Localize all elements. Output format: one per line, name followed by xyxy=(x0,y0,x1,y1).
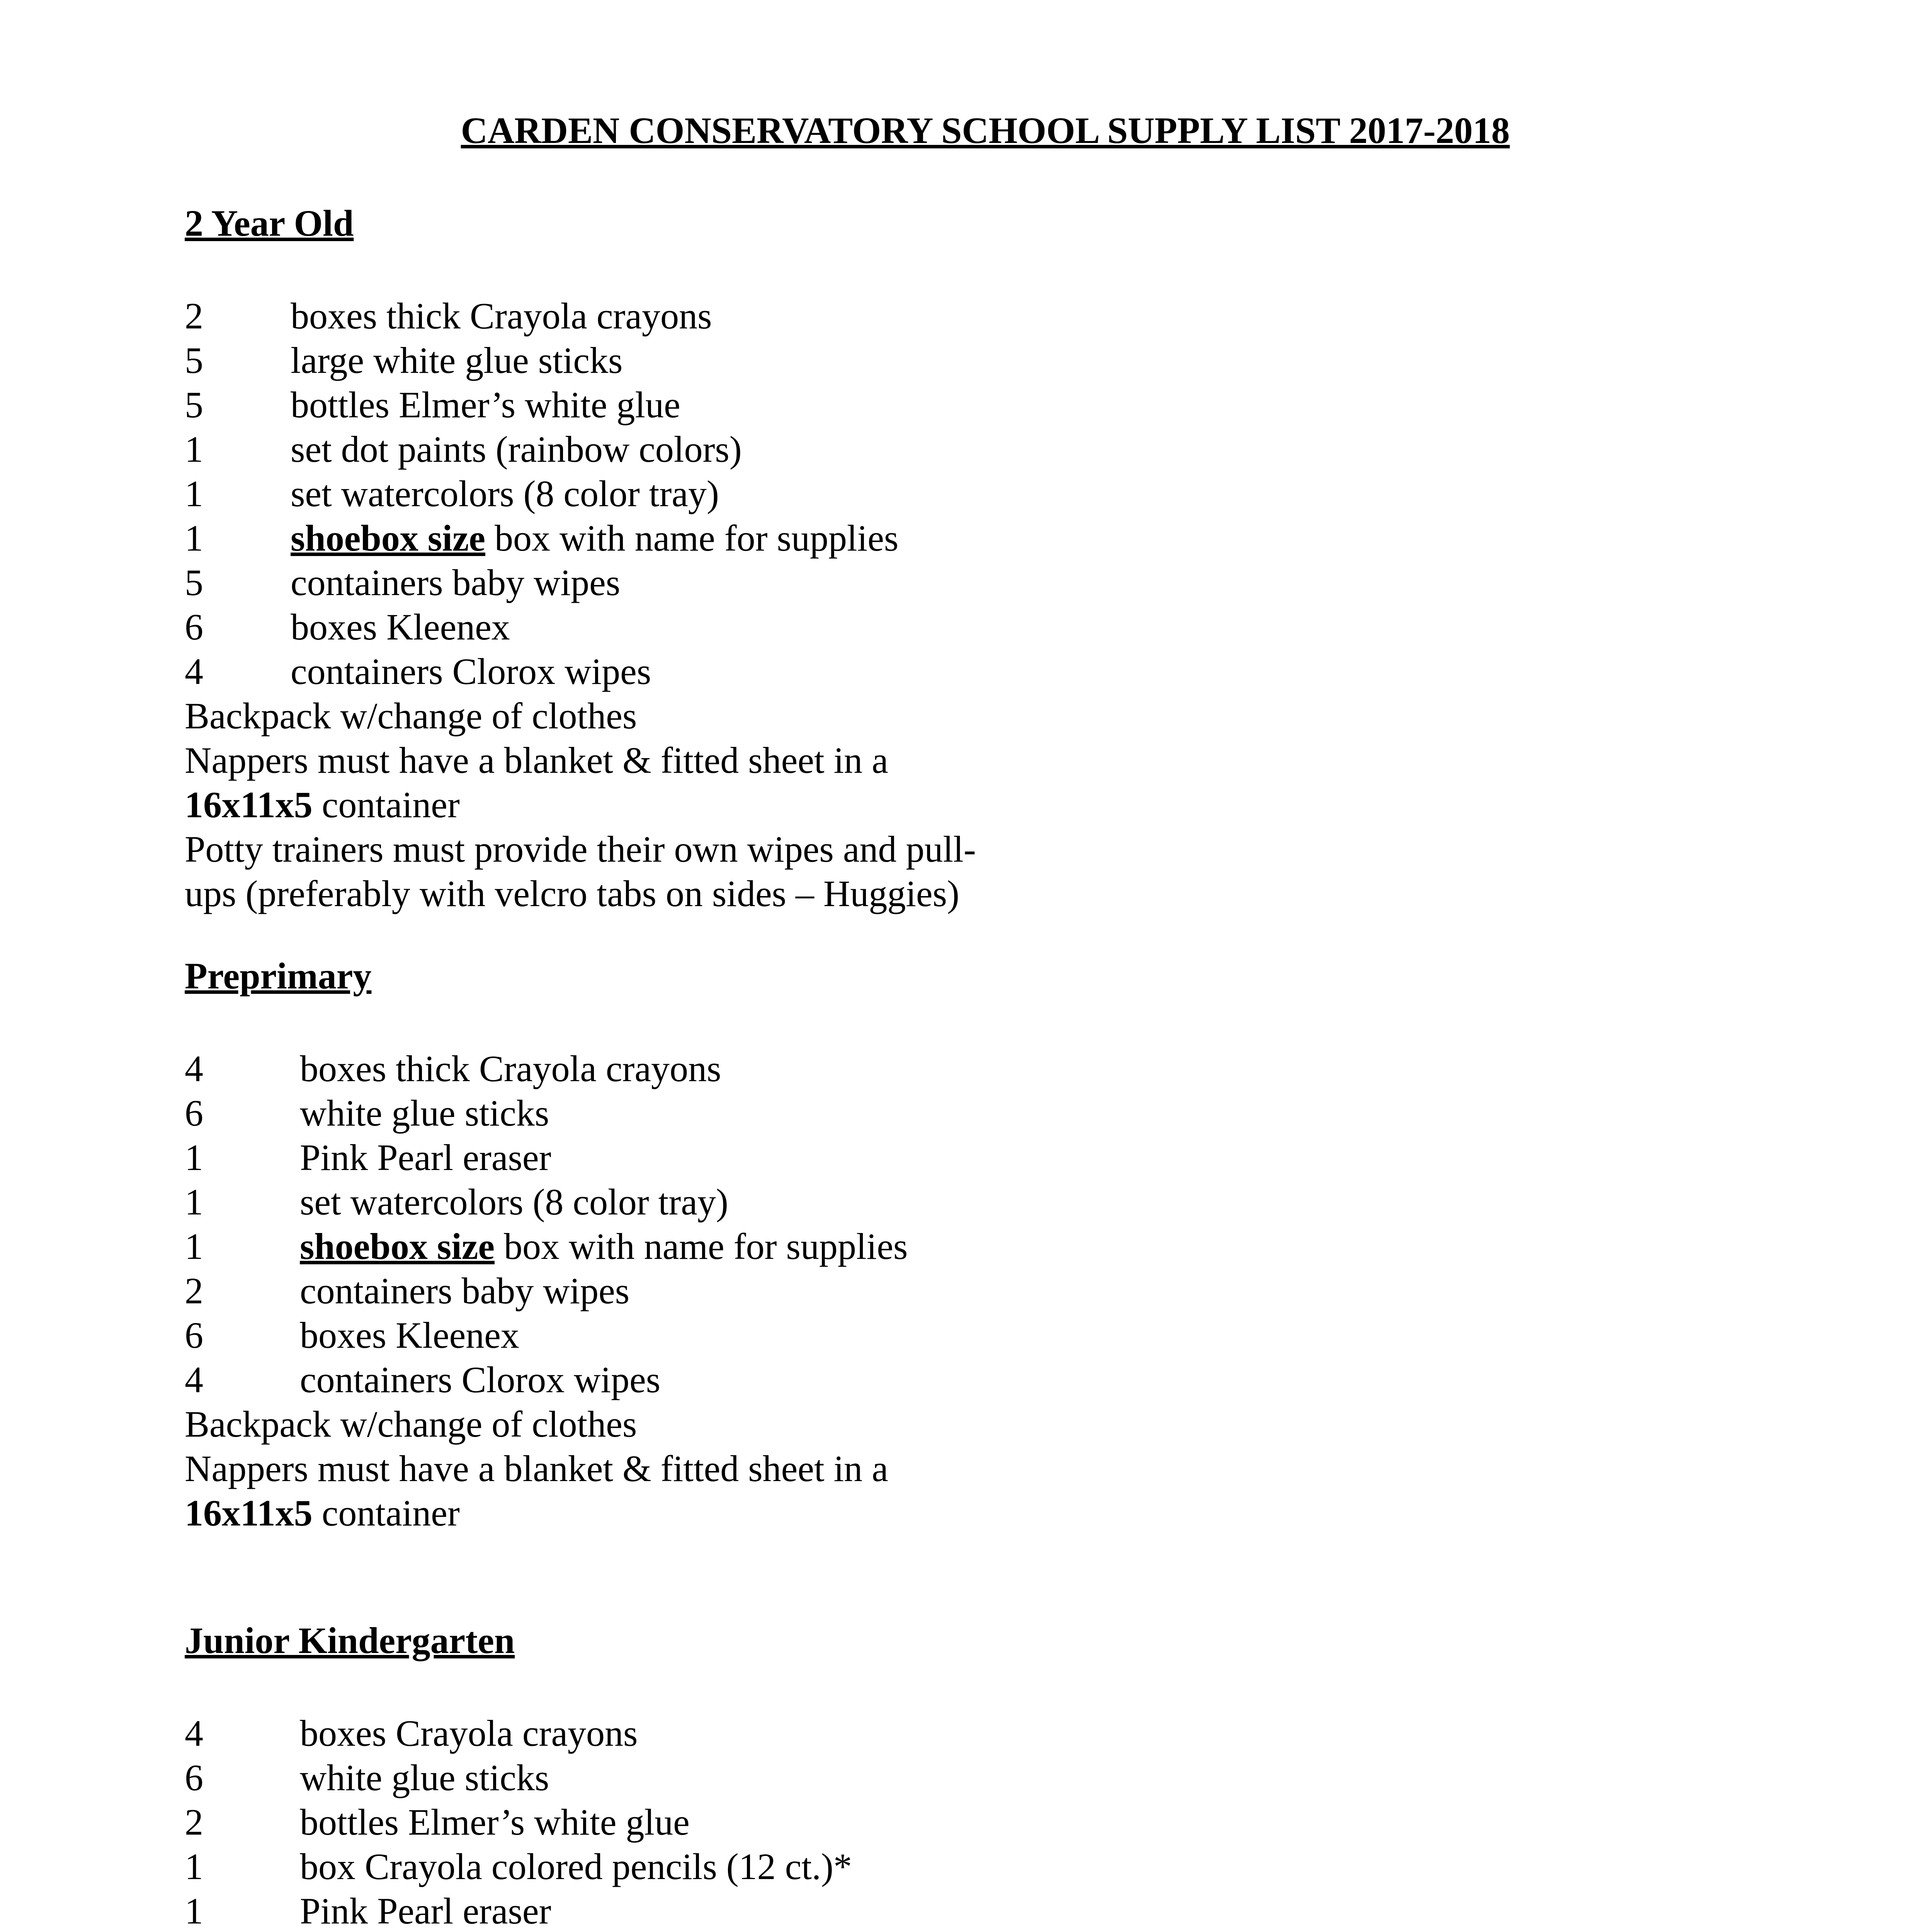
note-text: Potty trainers must provide their own wipes and pull- xyxy=(185,828,976,870)
item-quantity: 4 xyxy=(185,1048,203,1089)
item-text: white glue sticks xyxy=(300,1757,549,1798)
item-description xyxy=(291,560,620,605)
item-quantity: 6 xyxy=(185,1757,203,1798)
item-description xyxy=(291,383,680,427)
item-description xyxy=(291,338,622,383)
item-quantity: 6 xyxy=(185,1315,203,1356)
note-text: container xyxy=(312,1492,460,1534)
item-quantity: 4 xyxy=(185,1713,203,1754)
item-description xyxy=(291,294,712,338)
note-text: Backpack w/change of clothes xyxy=(185,1403,637,1445)
item-quantity: 5 xyxy=(185,562,203,603)
item-emphasis: shoebox size xyxy=(291,517,485,559)
supply-item xyxy=(185,471,1112,516)
item-description xyxy=(300,1224,908,1269)
item-description xyxy=(300,1313,519,1357)
item-description xyxy=(300,1180,728,1224)
item-text: boxes Kleenex xyxy=(291,606,510,648)
item-description xyxy=(291,605,510,649)
supply-item xyxy=(185,338,1112,383)
item-text: box Crayola colored pencils (12 ct.)* xyxy=(300,1846,852,1887)
item-quantity: 4 xyxy=(185,651,203,692)
item-quantity: 1 xyxy=(185,429,203,470)
item-description xyxy=(291,649,651,694)
item-description xyxy=(300,1889,551,1932)
item-text: containers baby wipes xyxy=(300,1270,630,1311)
item-text: containers baby wipes xyxy=(291,562,621,603)
note-text: Nappers must have a blanket & fitted sheet in a xyxy=(185,740,888,781)
section-heading: Junior Kindergarten xyxy=(185,1620,515,1661)
note-bold: 16x11x5 xyxy=(185,784,313,825)
item-quantity: 5 xyxy=(185,340,203,381)
item-text: large white glue sticks xyxy=(291,340,623,381)
item-text: set dot paints (rainbow colors) xyxy=(291,429,742,470)
item-text: boxes Crayola crayons xyxy=(300,1713,638,1754)
supply-item xyxy=(185,1091,1112,1135)
section-note xyxy=(185,827,1112,871)
item-description xyxy=(300,1844,852,1889)
supply-item xyxy=(185,516,1112,560)
item-text: Pink Pearl eraser xyxy=(300,1137,551,1178)
section-2-year-old xyxy=(185,202,1112,916)
item-text: box with name for supplies xyxy=(495,1226,908,1267)
supply-item xyxy=(185,1180,1112,1224)
item-quantity: 1 xyxy=(185,1226,203,1267)
item-quantity: 2 xyxy=(185,1801,203,1843)
section-note xyxy=(185,738,1112,782)
item-text: containers Clorox wipes xyxy=(300,1359,661,1400)
item-quantity: 2 xyxy=(185,295,203,337)
item-description xyxy=(300,1135,551,1180)
item-quantity: 1 xyxy=(185,473,203,514)
note-text: container xyxy=(312,784,460,825)
item-quantity: 6 xyxy=(185,606,203,648)
supply-item xyxy=(185,1269,1112,1313)
item-text: boxes thick Crayola crayons xyxy=(291,295,712,337)
item-quantity: 1 xyxy=(185,1181,203,1223)
item-text: boxes Kleenex xyxy=(300,1315,519,1356)
item-quantity: 1 xyxy=(185,1137,203,1178)
item-description xyxy=(291,516,898,560)
note-text: Backpack w/change of clothes xyxy=(185,695,637,736)
item-description xyxy=(300,1091,549,1135)
item-description xyxy=(300,1357,660,1402)
supply-item xyxy=(185,383,1112,427)
item-description xyxy=(291,427,742,471)
note-text: ups (preferably with velcro tabs on sides – Huggies) xyxy=(185,873,959,914)
supply-item xyxy=(185,1755,1112,1800)
item-quantity: 6 xyxy=(185,1092,203,1134)
supply-item xyxy=(185,1889,1112,1932)
item-text: boxes thick Crayola crayons xyxy=(300,1048,721,1089)
section-junior-kindergarten xyxy=(185,1622,1112,1932)
supply-item xyxy=(185,1711,1112,1755)
item-description xyxy=(300,1046,721,1091)
item-quantity: 4 xyxy=(185,1359,203,1400)
supply-item xyxy=(185,1046,1112,1091)
note-bold: 16x11x5 xyxy=(185,1492,313,1534)
item-quantity: 1 xyxy=(185,517,203,559)
item-quantity: 5 xyxy=(185,384,203,425)
item-description xyxy=(300,1711,638,1755)
item-quantity: 1 xyxy=(185,1890,203,1932)
item-text: bottles Elmer’s white glue xyxy=(300,1801,690,1843)
note-text: Nappers must have a blanket & fitted sheet in a xyxy=(185,1448,888,1489)
section-heading: Preprimary xyxy=(185,955,372,997)
item-text: set watercolors (8 color tray) xyxy=(300,1181,728,1223)
item-text: containers Clorox wipes xyxy=(291,651,651,692)
supply-item xyxy=(185,1800,1112,1844)
document-title: CARDEN CONSERVATORY SCHOOL SUPPLY LIST 2017-2018 xyxy=(461,110,1510,151)
item-text: bottles Elmer’s white glue xyxy=(291,384,680,425)
supply-item xyxy=(185,1844,1112,1889)
supply-item xyxy=(185,1357,1112,1402)
item-quantity: 1 xyxy=(185,1846,203,1887)
section-heading: 2 Year Old xyxy=(185,202,354,244)
item-description xyxy=(300,1800,690,1844)
supply-item xyxy=(185,294,1112,338)
item-text: set watercolors (8 color tray) xyxy=(291,473,719,514)
section-note xyxy=(185,782,1112,827)
item-quantity: 2 xyxy=(185,1270,203,1311)
item-description xyxy=(291,471,719,516)
supply-item xyxy=(185,1313,1112,1357)
section-note xyxy=(185,1402,1112,1446)
item-text: white glue sticks xyxy=(300,1092,549,1134)
supply-item xyxy=(185,649,1112,694)
item-description xyxy=(300,1755,549,1800)
section-note xyxy=(185,694,1112,738)
supply-item xyxy=(185,1224,1112,1269)
supply-item xyxy=(185,560,1112,605)
section-note xyxy=(185,871,1112,916)
item-text: box with name for supplies xyxy=(485,517,899,559)
supply-item xyxy=(185,1135,1112,1180)
supply-item xyxy=(185,427,1112,471)
supply-item xyxy=(185,605,1112,649)
item-text: Pink Pearl eraser xyxy=(300,1890,551,1932)
item-description xyxy=(300,1269,629,1313)
section-note xyxy=(185,1491,1112,1535)
section-preprimary xyxy=(185,957,1112,1535)
item-emphasis: shoebox size xyxy=(300,1226,495,1267)
section-note xyxy=(185,1446,1112,1491)
